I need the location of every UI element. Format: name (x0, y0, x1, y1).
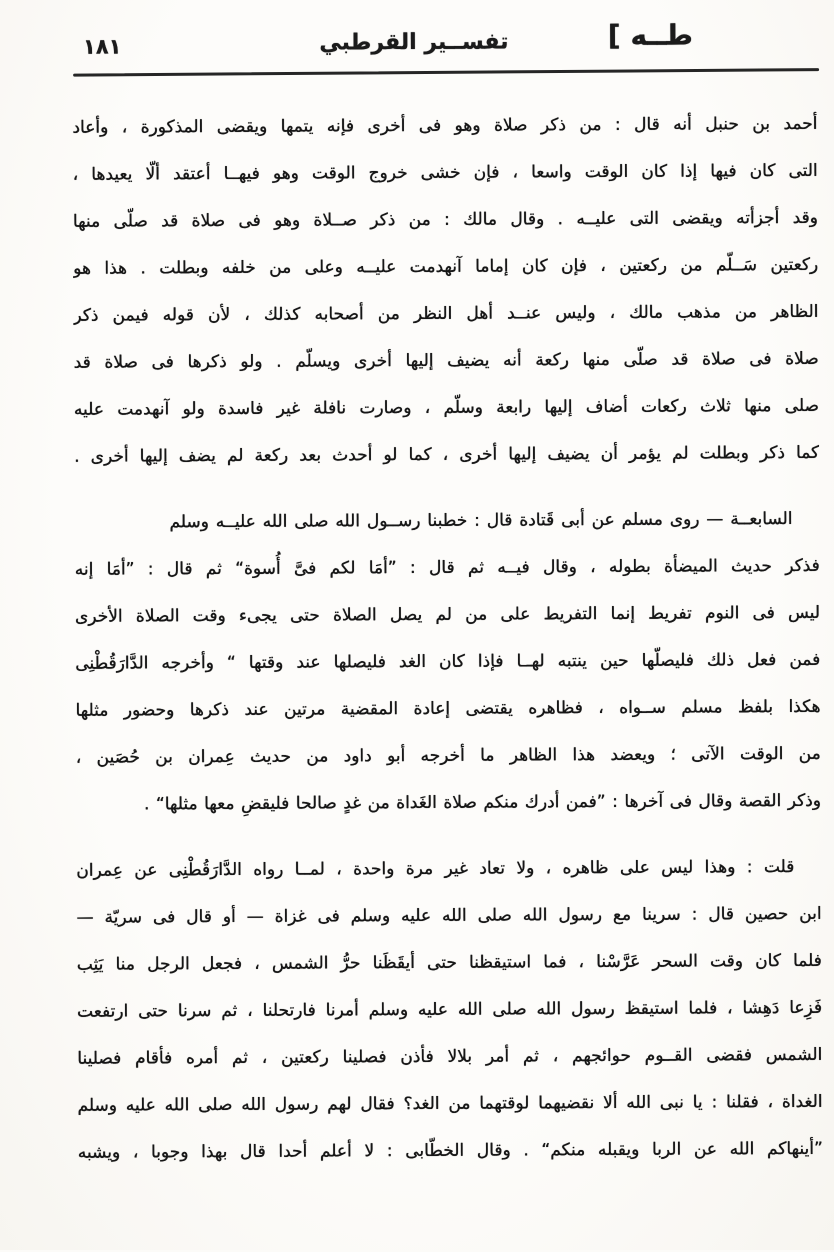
header-divider (73, 68, 819, 76)
text-line: وذكر القصة وقال فى آخرها : ”فمن أدرك منكم صلاة الغَداة من غدٍ صالحا فليقضِ معها مثلها“ . (143, 790, 821, 815)
surah-marker: طــه ] (607, 18, 694, 52)
paragraph (76, 844, 823, 1177)
text-line: وقد أجزأته ويقضى التى عليــه . وقال مالك : من ذكر صــلاة وهو فى صلاة قد صلّى منها (72, 207, 818, 232)
text-line: صلاة فى صلاة قد صلّى منها ركعة أنه يضيف إليها أخرى ويسلّم . ولو ذكرها فى صلاة قد (73, 348, 819, 373)
paragraph (74, 496, 821, 829)
text-line: فلما كان وقت السحر عَرَّسْنا ، فما استيقظنا حتى أيقَظَنا حرُّ الشمس ، فجعل الرجل منا يَثِب (76, 950, 822, 975)
text-line: هكذا بلفظ مسلم ســواه ، فظاهره يقتضى إعادة المقضية مرتين عند ذكرها وحضور مثلها (75, 696, 821, 721)
page-header (0, 0, 831, 80)
text-line: فمن فعل ذلك فليصلّها حين ينتبه لهــا فإذا كان الغد فليصلها عند وقتها “ وأخرجه الدَّارَقُطْنِى (75, 649, 821, 674)
text-line: أحمد بن حنبل أنه قال : من ذكر صلاة وهو فى أخرى فإنه يتمها ويقضى المذكورة ، وأعاد (72, 113, 818, 138)
text-line: قلت : وهذا ليس على ظاهره ، ولا تعاد غير مرة واحدة ، لمــا رواه الدَّارَقُطْنِى عن عِمران (76, 857, 795, 881)
text-line: ”أينهاكم الله عن الربا ويقبله منكم“ . وقال الخطّابى : لا أعلم أحدا قال بهذا وجوبا ، ويشبه (77, 1138, 823, 1163)
text-line: فذكر حديث الميضأة بطوله ، وقال فيــه ثم قال : ”أمَا لكم فىَّ أُسوة“ ثم قال : ”أمَا إنه (74, 555, 820, 580)
text-line: السابعــة — روى مسلم عن أبى قَتادة قال : خطبنا رســول الله صلى الله عليــه وسلم (169, 509, 793, 533)
text-line: صلى منها ثلاث ركعات أضاف إليها رابعة وسلّم ، وصارت نافلة غير فاسدة ولو آنهدمت عليه (73, 395, 819, 420)
text-line: من الوقت الآتى ؛ ويعضد هذا الظاهر ما أخرجه أبو داود من حديث عِمران بن حُصَين ، (75, 743, 821, 768)
text-line: الشمس فقضى القــوم حوائجهم ، ثم أمر بلالا فأذن فصلينا ركعتين ، ثم أمره فأقام فصلينا (77, 1044, 823, 1069)
text-line: ابن حصين قال : سرينا مع رسول الله صلى الله عليه وسلم فى غزاة — أو قال فى سريّة — (76, 903, 822, 928)
book-title: تفســير القرطبي (319, 29, 509, 56)
page-number: ١٨١ (82, 34, 122, 59)
text-line: كما ذكر وبطلت لم يؤمر أن يضيف إليها أخرى ، كما لو أحدث بعد ركعة لم يضف إليها أخرى . (74, 442, 820, 467)
page-body (0, 76, 834, 1177)
text-line: ركعتين سَــلّم من ركعتين ، فإن كان إماما آنهدمت عليــه وعلى من خلفه وبطلت . هذا هو (73, 254, 819, 279)
paragraph (72, 101, 819, 481)
text-line: الظاهر من مذهب مالك ، وليس عنــد أهل النظر من أصحابه كذلك ، لأن قوله فيمن ذكر (73, 301, 819, 326)
text-line: التى كان فيها إذا كان الوقت واسعا ، فإن خشى خروج الوقت وهو فيهــا أعتقد ألّا يعيدها ، (72, 160, 818, 185)
text-line: الغداة ، فقلنا : يا نبى الله ألا نقضيهما لوقتهما من الغد؟ فقال لهم رسول الله صلى الله عليه وسلم (77, 1091, 823, 1116)
text-line: فَزِعا دَهِشا ، فلما استيقظ رسول الله صلى الله عليه وسلم أمرنا فارتحلنا ، ثم سرنا حتى ارتفعت (76, 997, 823, 1022)
text-line: ليس فى النوم تفريط إنما التفريط على من لم يصل الصلاة حتى يجىء وقت الصلاة الأخرى (74, 602, 820, 627)
